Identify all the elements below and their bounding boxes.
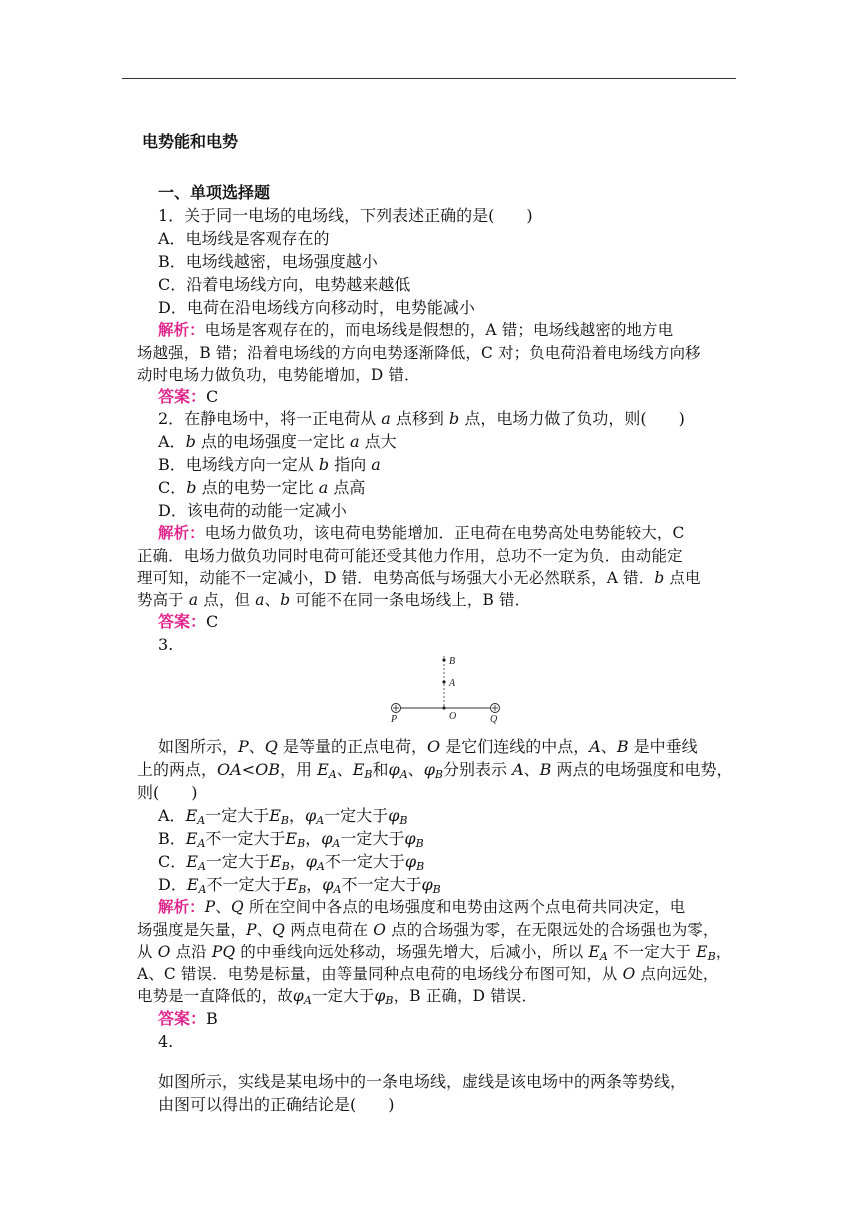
q3-option-a: A．$E_A$一定大于$E_B$，$\varphi_A$一定大于$\varphi_B$ [158, 806, 408, 827]
page-title: 电势能和电势 [142, 132, 239, 151]
analysis-label: 解析： [158, 321, 205, 339]
q1-analysis-line3: 动时电场力做负功，电势能增加，D 错． [137, 366, 420, 384]
q3-option-b: B．$E_A$不一定大于$E_B$，$\varphi_A$一定大于$\varphi_B$ [158, 829, 424, 850]
q2-analysis-line4: 势高于 a 点，但 a、b 可能不在同一条电场线上，B 错． [137, 591, 531, 609]
q2-option-a: A．b 点的电场强度一定比 a 点大 [158, 432, 397, 451]
q3-analysis-line1: 解析：P、Q 所在空间中各点的电场强度和电势由这两个点电荷共同决定，电 [158, 898, 686, 916]
q2-answer: 答案：C [158, 612, 219, 631]
q1-option-a: A．电场线是客观存在的 [158, 229, 330, 248]
q2-option-d: D．该电荷的动能一定减小 [158, 501, 347, 520]
q2-option-b: B．电场线方向一定从 b 指向 a [158, 455, 381, 474]
q1-option-c: C．沿着电场线方向，电势越来越低 [158, 275, 411, 294]
q1-option-b: B．电场线越密，电场强度越小 [158, 252, 378, 271]
q1-analysis-line1: 解析：电场是客观存在的，而电场线是假想的，A 错；电场线越密的地方电 [158, 321, 674, 339]
q1-stem: 1．关于同一电场的电场线，下列表述正确的是( ) [158, 206, 533, 225]
q3-analysis-line4: A、C 错误．电势是标量，由等量同种点电荷的电场线分布图可知，从 O 点向远处， [137, 965, 719, 983]
q4-stem-line1: 如图所示，实线是某电场中的一条电场线，虚线是该电场中的两条等势线， [158, 1072, 687, 1091]
q3-stem-line1: 如图所示，P、Q 是等量的正点电荷，O 是它们连线的中点，A、B 是中垂线 [158, 737, 698, 756]
q2-analysis-line3: 理可知，动能不一定减小，D 错．电势高低与场强大小无必然联系，A 错．b 点电 [137, 569, 701, 587]
q3-option-d: D．$E_A$不一定大于$E_B$，$\varphi_A$不一定大于$\varphi_B$ [158, 875, 441, 896]
q1-option-d: D．电荷在沿电场线方向移动时，电势能减小 [158, 298, 475, 317]
point-a-dot [442, 680, 445, 683]
q2-option-c: C．b 点的电势一定比 a 点高 [158, 478, 366, 497]
label-b: B [449, 656, 456, 667]
q3-analysis-line5: 电势是一直降低的，故$\varphi_A$一定大于$\varphi_B$，B 正确，D 错误． [137, 987, 538, 1007]
q1-analysis-line2: 场越强，B 错；沿着电场线的方向电势逐渐降低，C 对；负电荷沿着电场线方向移 [137, 344, 701, 362]
label-q: Q [490, 714, 498, 725]
label-o: O [449, 711, 457, 722]
q4-stem-line2: 由图可以得出的正确结论是( ) [158, 1095, 395, 1114]
label-p: P [391, 714, 398, 725]
answer-label: 答案： [158, 387, 207, 406]
q2-analysis-line1: 解析：电场力做负功，该电荷电势能增加．正电荷在电势高处电势能较大，C [158, 524, 685, 542]
label-a: A [449, 678, 456, 689]
q3-analysis-line2: 场强度是矢量，P、Q 两点电荷在 O 点的合场强为零，在无限远处的合场强也为零， [137, 921, 719, 939]
point-b-dot [442, 658, 445, 661]
q3-stem-line2: 上的两点，OA<OB，用 $E_A$、$E_B$和$\varphi_A$、$\varphi_B$分别表示 A、B 两点的电场强度和电势， [137, 760, 733, 781]
q3-number: 3. [158, 635, 174, 654]
q3-stem-line3: 则( ) [137, 783, 198, 802]
q3-answer: 答案：B [158, 1009, 218, 1028]
q4-number: 4. [158, 1032, 174, 1051]
q2-stem: 2．在静电场中，将一正电荷从 a 点移到 b 点，电场力做了负功，则( ) [158, 409, 685, 428]
q3-analysis-line3: 从 O 点沿 PQ 的中垂线向远处移动，场强先增大，后减小，所以 $E_A$ 不一定大于 $E_B$， [137, 943, 732, 963]
point-o-dot [442, 706, 445, 709]
q3-option-c: C．$E_A$一定大于$E_B$，$\varphi_A$不一定大于$\varphi_B$ [158, 852, 425, 873]
q1-answer: 答案：C [158, 387, 219, 406]
section-heading: 一、单项选择题 [158, 183, 271, 202]
top-rule [122, 78, 736, 79]
q2-analysis-line2: 正确．电场力做负功同时电荷可能还受其他力作用，总功不一定为负．由动能定 [137, 547, 683, 565]
q3-figure [385, 652, 510, 727]
